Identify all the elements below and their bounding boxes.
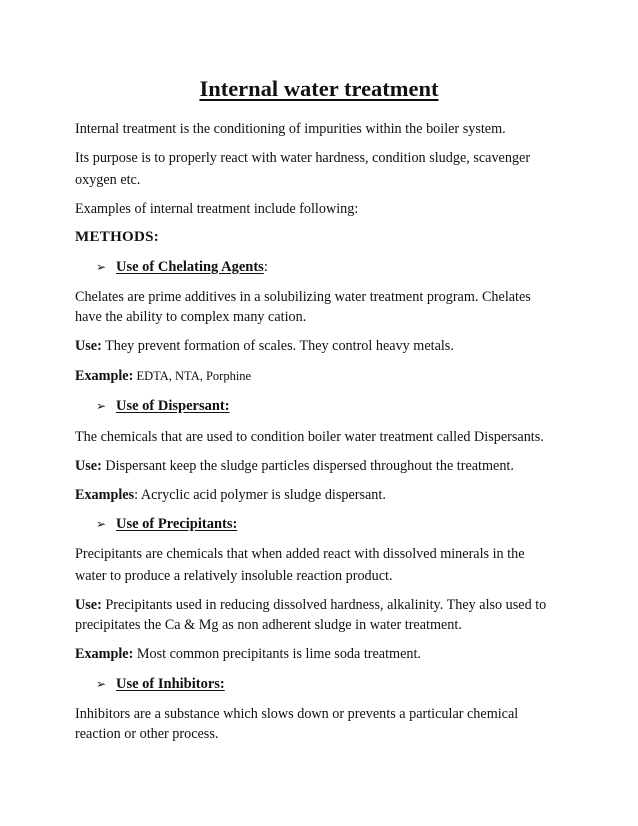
intro-paragraph: Internal treatment is the conditioning of impurities within the boiler system. [75,121,506,137]
use-label: Use: [75,597,102,613]
chelating-example [75,365,575,387]
arrow-bullet-icon: ➢ [96,260,107,274]
dispersant-heading: Use of Dispersant: [116,398,230,414]
chelating-desc-line-1: Chelates are prime additives in a solubilizing water treatment program. Chelates [75,289,531,305]
purpose-line-1: Its purpose is to properly react with water hardness, condition sludge, scavenger [75,150,531,166]
example-text: EDTA, NTA, Porphine [133,369,252,383]
arrow-bullet-icon: ➢ [96,399,107,413]
precipitants-use-line-1 [75,594,575,616]
arrow-bullet-icon: ➢ [96,677,107,691]
bullet-inhibitors [96,673,225,695]
example-label: Examples [75,487,135,503]
bullet-dispersant [96,395,230,417]
example-text: Most common precipitants is lime soda treatment. [133,646,421,662]
examples-intro: Examples of internal treatment include following: [75,201,359,217]
dispersant-desc: The chemicals that are used to condition boiler water treatment called Dispersants. [75,429,544,445]
bullet-precipitants [96,513,237,535]
bullet-chelating-agents [96,256,268,278]
inhibitors-desc-line-1: Inhibitors are a substance which slows down or prevents a particular chemical [75,706,519,722]
dispersant-use [75,455,575,477]
arrow-bullet-icon: ➢ [96,517,107,531]
chelating-use [75,335,575,357]
precipitants-desc-line-2: water to produce a relatively insoluble reaction product. [75,568,393,584]
chelating-desc-line-2: have the ability to complex many cation. [75,309,307,325]
precipitants-use-line-2: precipitates the Ca & Mg as non adherent sludge in water treatment. [75,617,462,633]
use-text: Dispersant keep the sludge particles dispersed throughout the treatment. [101,458,514,474]
precipitants-heading: Use of Precipitants: [116,516,238,532]
example-label: Example: [75,368,134,384]
purpose-line-2: oxygen etc. [75,172,141,188]
example-text: : Acryclic acid polymer is sludge dispersant. [134,487,386,503]
use-text: They prevent formation of scales. They control heavy metals. [101,338,454,354]
chelating-heading-suffix: : [263,259,268,275]
inhibitors-heading: Use of Inhibitors: [116,676,225,692]
use-label: Use: [75,338,102,354]
use-text: Precipitants used in reducing dissolved hardness, alkalinity. They also used to [101,597,547,613]
precipitants-desc-line-1: Precipitants are chemicals that when added react with dissolved minerals in the [75,546,525,562]
inhibitors-desc-line-2: reaction or other process. [75,726,219,742]
example-label: Example: [75,646,134,662]
page-title: Internal water treatment [199,76,439,101]
chelating-heading: Use of Chelating Agents [116,259,264,275]
precipitants-example [75,643,575,665]
methods-heading: METHODS: [75,229,160,245]
use-label: Use: [75,458,102,474]
dispersant-example [75,484,575,506]
